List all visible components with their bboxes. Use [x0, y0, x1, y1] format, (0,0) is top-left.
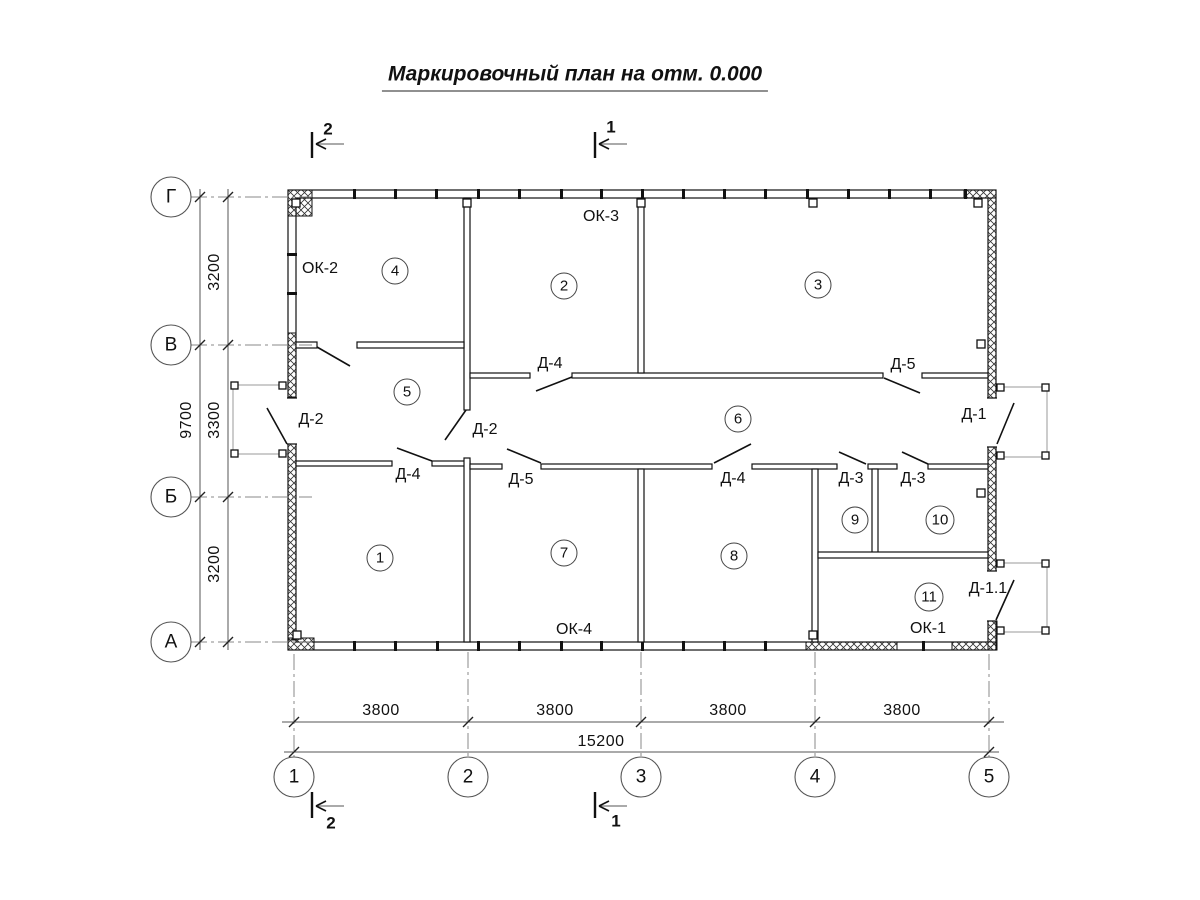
dim-bottom-seg-4: 3800: [883, 702, 921, 719]
door-label-d2-entry: Д-2: [298, 411, 324, 428]
dim-left-seg-1: 3200: [206, 253, 223, 291]
section-number-2-top: 2: [323, 119, 333, 139]
section-number-2-bottom: 2: [326, 813, 336, 833]
room-number-5: 5: [402, 383, 412, 401]
door-label-d3-room10: Д-3: [900, 470, 926, 487]
axis-col-5: 5: [983, 766, 995, 788]
axis-col-2: 2: [462, 766, 474, 788]
door-label-d11: Д-1.1: [968, 580, 1008, 597]
room-number-10: 10: [931, 511, 949, 529]
dim-bottom-seg-1: 3800: [362, 702, 400, 719]
door-label-d4-top: Д-4: [537, 355, 563, 372]
axis-col-3: 3: [635, 766, 647, 788]
axis-row-b: Б: [164, 486, 178, 508]
section-number-1-bottom: 1: [611, 811, 621, 831]
room-number-11: 11: [921, 588, 937, 606]
axis-col-4: 4: [809, 766, 821, 788]
window-label-ok2: ОК-2: [302, 260, 338, 277]
door-label-d1: Д-1: [961, 406, 987, 423]
dim-left-total: 9700: [178, 401, 195, 439]
door-label-d5-room7: Д-5: [508, 471, 534, 488]
axis-row-g: Г: [165, 186, 177, 208]
room-number-6: 6: [733, 410, 743, 428]
room-number-2: 2: [559, 277, 569, 295]
axis-row-a: А: [164, 631, 178, 653]
axis-col-1: 1: [288, 766, 300, 788]
door-label-d4-room8: Д-4: [720, 470, 746, 487]
room-number-3: 3: [813, 276, 823, 294]
dim-bottom-seg-2: 3800: [536, 702, 574, 719]
axis-row-v: В: [164, 334, 178, 356]
room-number-1: 1: [375, 549, 385, 567]
section-number-1-top: 1: [606, 117, 616, 137]
window-label-ok1: ОК-1: [910, 620, 946, 637]
door-label-d5-hall: Д-5: [890, 356, 916, 373]
dim-left-seg-3: 3200: [206, 545, 223, 583]
dim-bottom-total: 15200: [577, 733, 625, 750]
dim-bottom-seg-3: 3800: [709, 702, 747, 719]
door-label-d4-room1: Д-4: [395, 466, 421, 483]
door-label-d3-room9: Д-3: [838, 470, 864, 487]
room-number-4: 4: [390, 262, 400, 280]
room-number-7: 7: [559, 544, 569, 562]
window-label-ok3: ОК-3: [583, 208, 619, 225]
door-label-d2-corridor: Д-2: [472, 421, 498, 438]
drawing-title: Маркировочный план на отм. 0.000: [382, 63, 768, 92]
window-label-ok4: ОК-4: [556, 621, 592, 638]
room-number-8: 8: [729, 547, 739, 565]
room-number-9: 9: [850, 511, 860, 529]
dim-left-seg-2: 3300: [206, 401, 223, 439]
